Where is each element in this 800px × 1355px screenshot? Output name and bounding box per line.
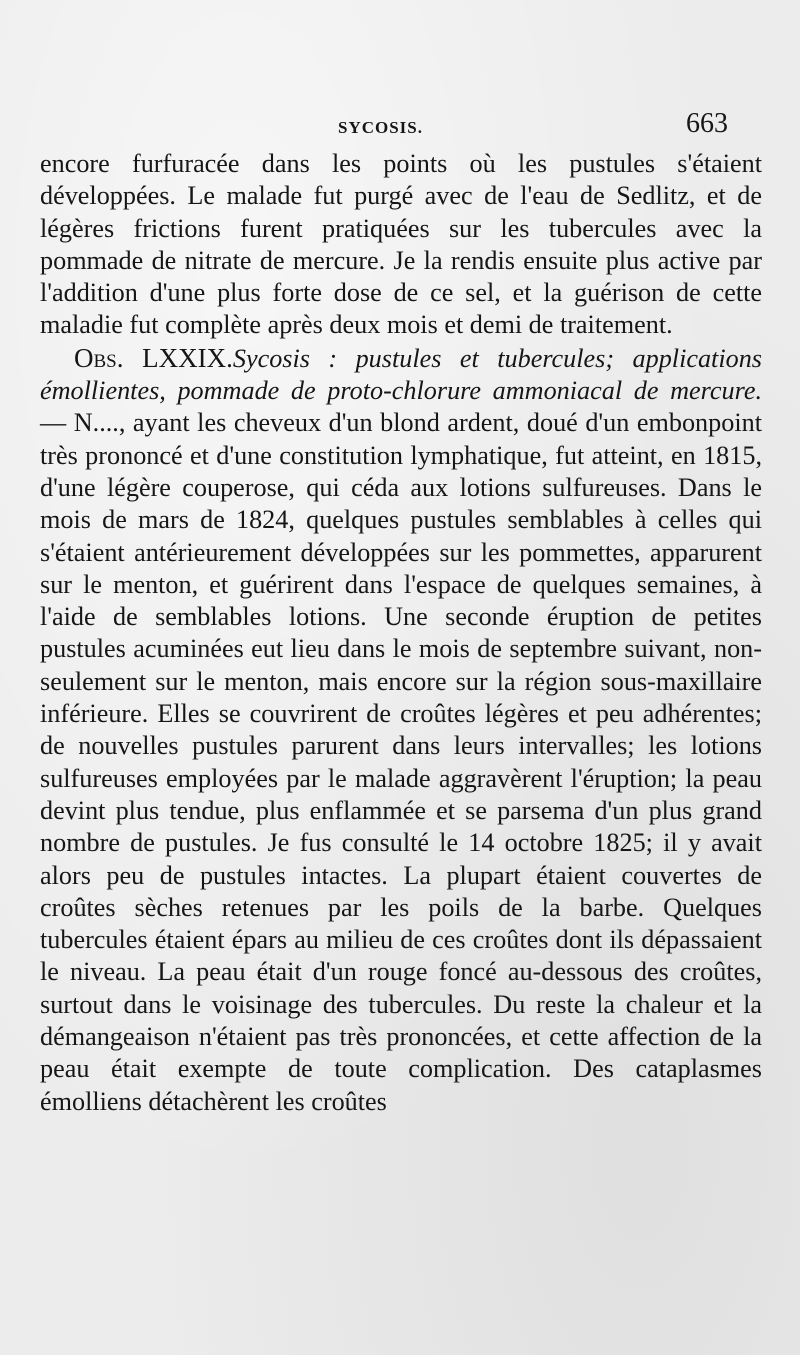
page-number: 663	[686, 108, 728, 139]
page-header	[0, 108, 800, 148]
observation-title: Sycosis : pustules et tubercules; applications émollientes, pommade de proto-chlorure ammoniacal de mercure.	[40, 343, 762, 406]
observation-body: — N...., ayant les cheveux d'un blond ardent, doué d'un embonpoint très prononcé et d'une constitution lymphatique, fut atteint, en 1815, d'une légère couperose, qui céda aux lotions sulfureuses. Dans le mois de mars de 1824, quelques pustules semblables à celles qui s'étaient antérieurement développées sur les pommettes, apparurent sur le menton, et guérirent dans l'espace de quelques semaines, à l'aide de semblables lotions. Une seconde éruption de petites pustules acuminées eut lieu dans le mois de septembre suivant, non-seulement sur le menton, mais encore sur la région sous-maxillaire inférieure. Elles se couvrirent de croûtes légères et peu adhérentes; de nouvelles pustules parurent dans leurs intervalles; les lotions sulfureuses employées par le malade aggravèrent l'éruption; la peau devint plus tendue, plus enflammée et se parsema d'un plus grand nombre de pustules. Je fus consulté le 14 octobre 1825; il y avait alors peu de pustules intactes. La plupart étaient couvertes de croûtes sèches retenues par les poils de la barbe. Quelques tubercules étaient épars au milieu de ces croûtes dont ils dépassaient le niveau. La peau était d'un rouge foncé au-dessous des croûtes, surtout dans le voisinage des tubercules. Du reste la chaleur et la démangeaison n'étaient pas très prononcées, et cette affection de la peau était exempte de toute complication. Des cataplasmes émolliens détachèrent les croûtes	[40, 408, 762, 1116]
observation-label: Obs. LXXIX.	[74, 342, 233, 373]
paragraph-observation	[40, 342, 762, 1118]
body-text	[40, 148, 762, 1118]
running-head: SYCOSIS.	[338, 118, 424, 137]
paragraph-continuation: encore furfuracée dans les points où les pustules s'étaient développées. Le malade fut purgé avec de l'eau de Sedlitz, et de légères frictions furent pratiquées sur les tubercules avec la pommade de nitrate de mercure. Je la rendis ensuite plus active par l'addition d'une plus forte dose de ce sel, et la guérison de cette maladie fut complète après deux mois et demi de traitement.	[40, 149, 762, 340]
